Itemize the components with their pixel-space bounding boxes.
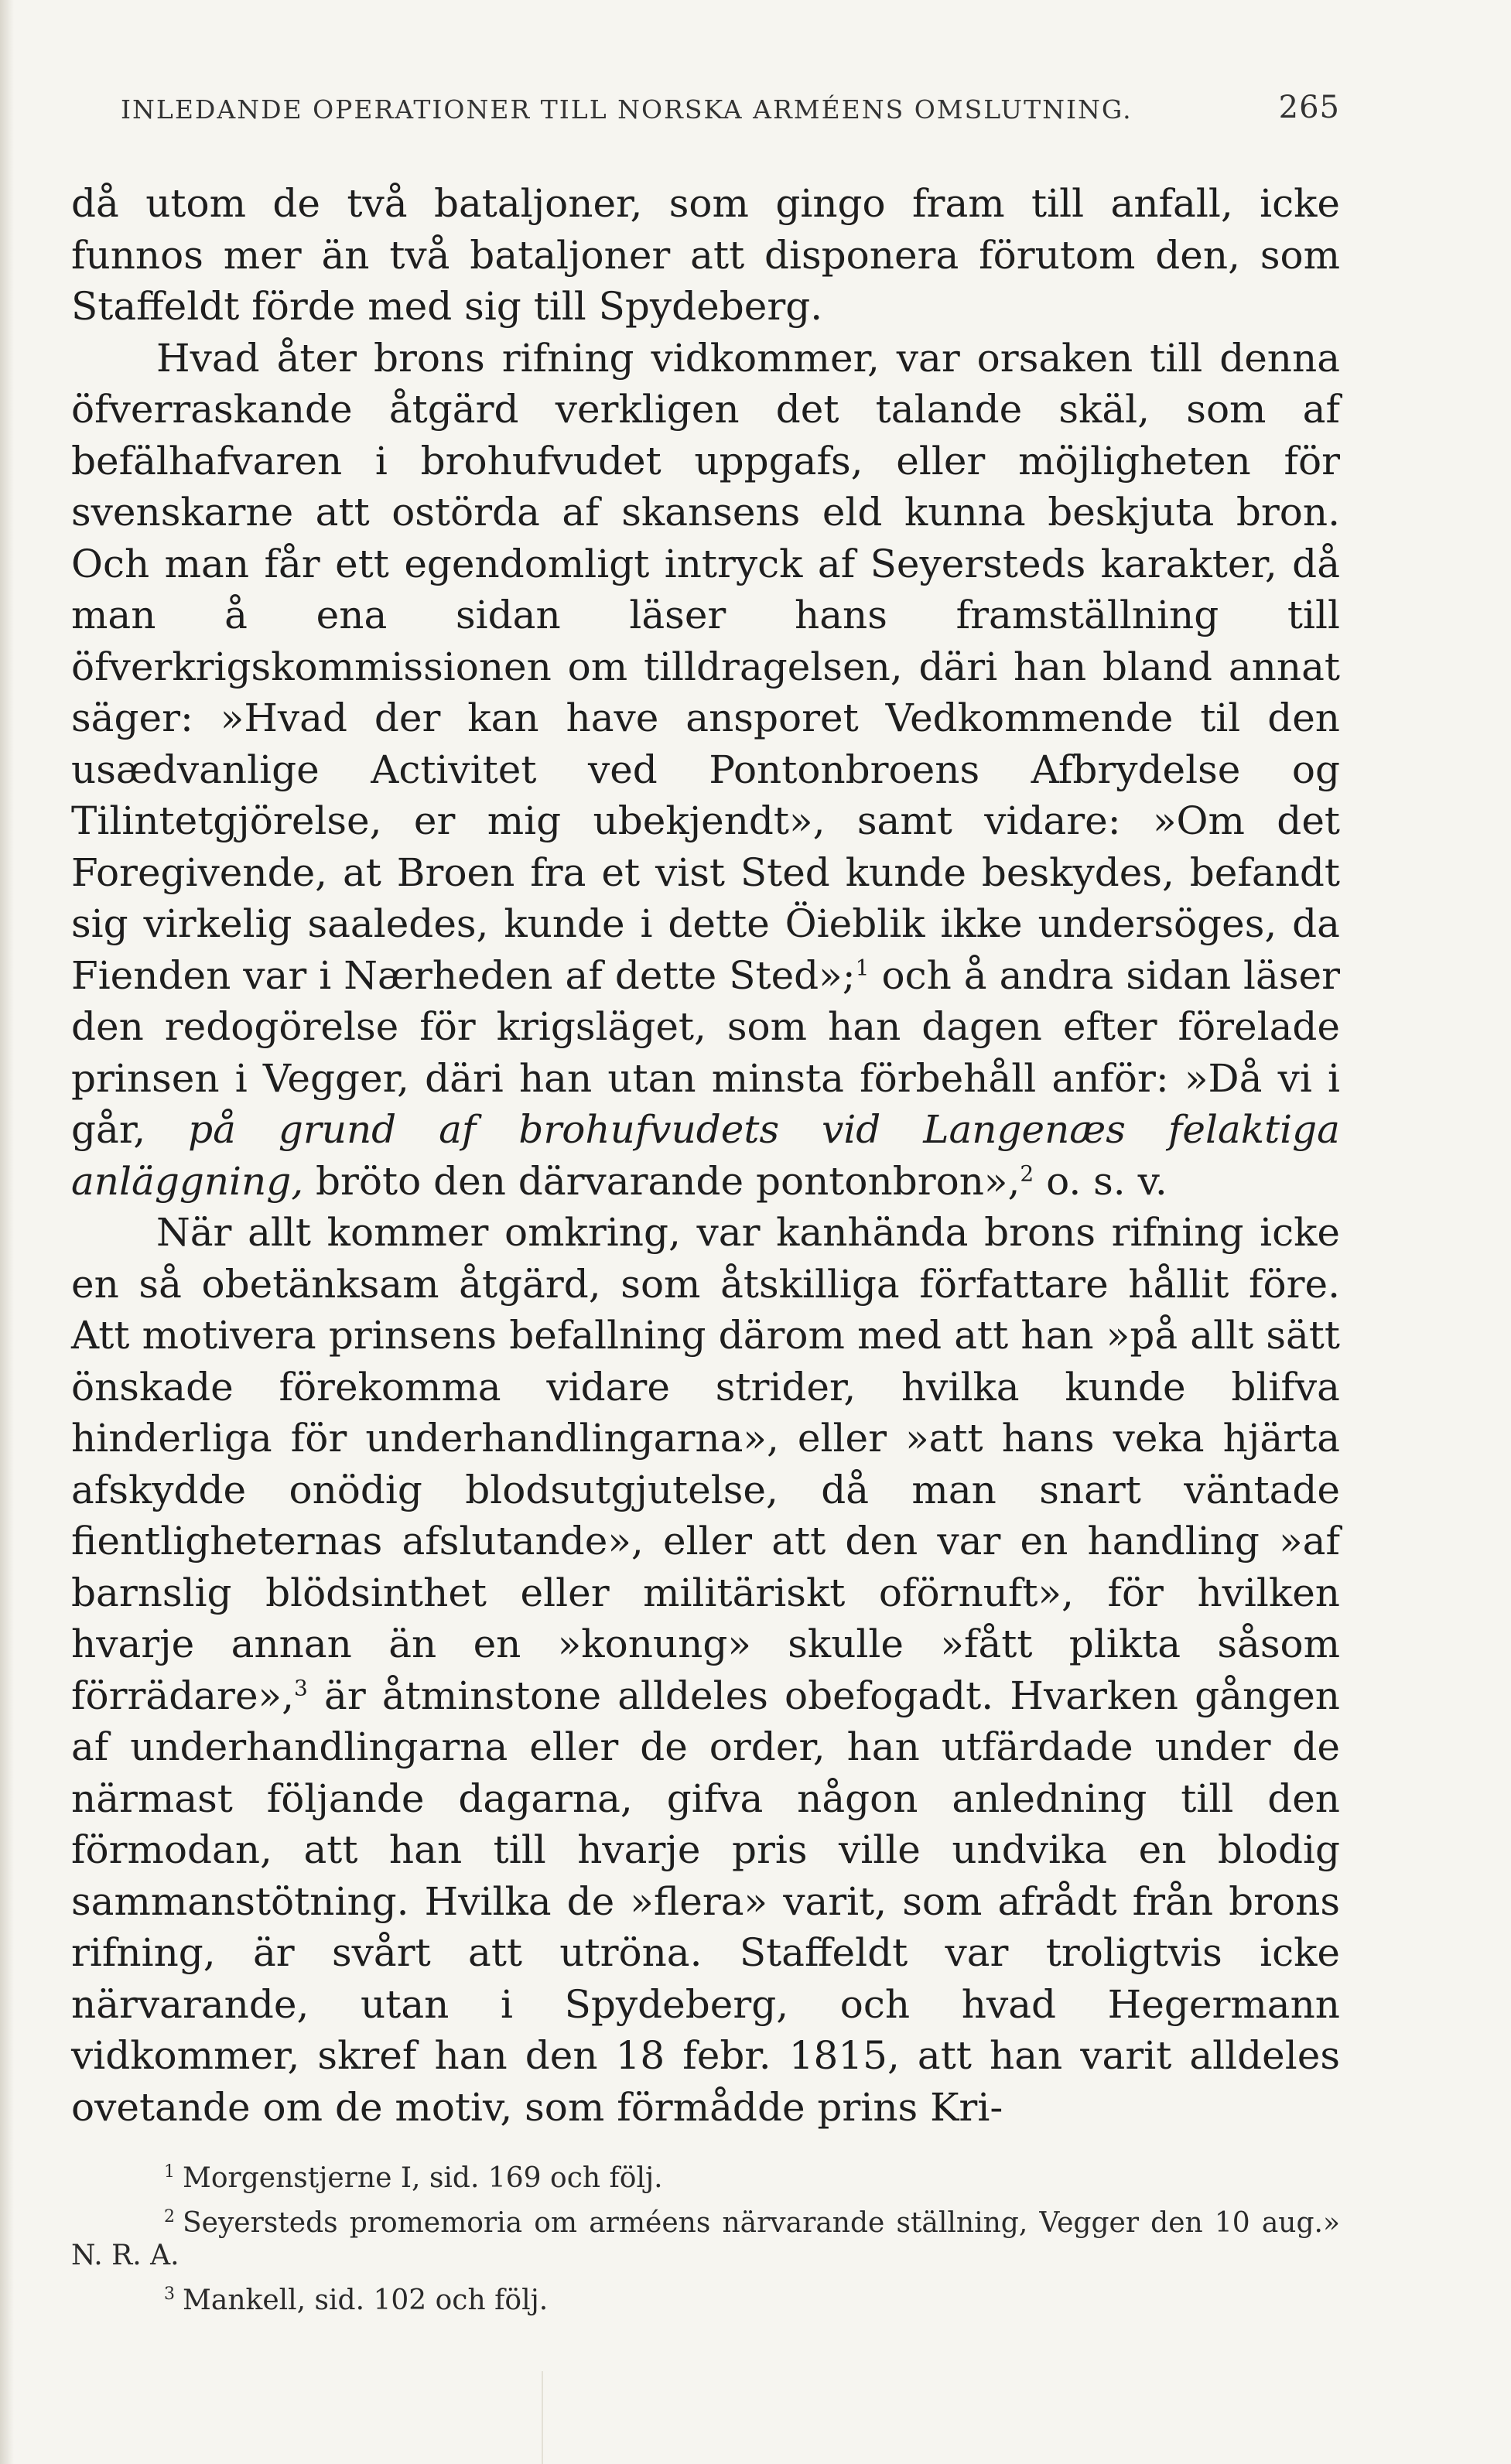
footnote-1 <box>71 2162 1340 2195</box>
page-fold-shadow <box>495 2371 543 2464</box>
paragraph-2-text-b: och å andra sidan läser den redogörelse för krigsläget, som han dagen efter förelade prinsen i Vegger, däri han utan minsta förbehåll anför: »Då vi i går, <box>71 952 1340 1152</box>
running-head-title: INLEDANDE OPERATIONER TILL NORSKA ARMÉENS OMSLUTNING. <box>121 94 1133 125</box>
footnote-ref-3: 3 <box>294 1674 308 1700</box>
running-head <box>71 85 1340 147</box>
page-number: 265 <box>1278 90 1340 125</box>
footnote-2 <box>71 2207 1340 2272</box>
footnote-1-mark: 1 <box>164 2162 175 2182</box>
footnote-3 <box>71 2285 1340 2317</box>
paragraph-2-text-c: bröto den därvarande pontonbron», <box>303 1158 1020 1204</box>
footnote-ref-1: 1 <box>855 954 870 980</box>
book-page <box>71 85 1340 2329</box>
paragraph-2-text-d: o. s. v. <box>1034 1158 1167 1204</box>
footnote-1-text: Morgenstjerne I, sid. 169 och följ. <box>183 2162 663 2194</box>
footnote-3-mark: 3 <box>164 2285 175 2304</box>
footnote-2-mark: 2 <box>164 2207 175 2226</box>
footnote-ref-2: 2 <box>1020 1160 1034 1186</box>
paragraph-3 <box>71 1207 1340 2133</box>
footnote-3-text: Mankell, sid. 102 och följ. <box>183 2285 549 2316</box>
footnotes <box>71 2162 1340 2317</box>
paragraph-3-text-a: När allt kommer omkring, var kanhända brons rifning icke en så obetänksam åtgärd, som åtskilliga författare hållit före. Att motivera prinsens befallning därom med att han »på allt sätt önskade förekomma vidare strider, hvilka kunde blifva hinderliga för underhandlingarna», eller »att hans veka hjärta afskydde onödig blodsutgjutelse, då man snart väntade fientligheternas afslutande», eller att den var en handling »af barnslig blödsinthet eller militäriskt oförnuft», för hvilken hvarje annan än en »konung» skulle »fått plikta såsom förrädare», <box>71 1210 1340 1718</box>
page-edge <box>0 0 14 2464</box>
paragraph-1: då utom de två bataljoner, som gingo fram till anfall, icke funnos mer än två bataljoner att disponera förutom den, som Staffeldt förde med sig till Spydeberg. <box>71 181 1340 329</box>
paragraph-2-text-a: Hvad åter brons rifning vidkommer, var orsaken till denna öfverraskande åtgärd verkligen det talande skäl, som af befälhafvaren i brohufvudet uppgafs, eller möjligheten för svenskarne att ostörda af skansens eld kunna beskjuta bron. Och man får ett egendomligt intryck af Seyersteds karakter, då man å ena sidan läser hans framställning till öfverkrigskommissionen om tilldragelsen, däri han bland annat säger: »Hvad der kan have ansporet Vedkommende til den usædvanlige Activitet ved Pontonbroens Afbrydelse og Tilintetgjörelse, er mig ubekjendt», samt vidare: »Om det Foregivende, at Broen fra et vist Sted kunde beskydes, befandt sig virkelig saaledes, kunde i dette Öieblik ikke undersöges, da Fienden var i Nærheden af dette Sted»; <box>71 335 1340 998</box>
paragraph-2 <box>71 333 1340 1208</box>
footnote-2-text: Seyersteds promemoria om arméens närvarande ställning, Vegger den 10 aug.» N. R. A. <box>71 2207 1340 2271</box>
body-text <box>71 178 1340 2133</box>
paragraph-2-emphasis: på grund af brohufvudets vid Langenæs felaktiga anläggning, <box>71 1107 1340 1204</box>
paragraph-3-text-b: är åtminstone alldeles obefogadt. Hvarken gången af underhandlingarna eller de order, han utfärdade under de närmast följande dagarna, gifva någon anledning till den förmodan, att han till hvarje pris ville undvika en blodig sammanstötning. Hvilka de »flera» varit, som afrådt från brons rifning, är svårt att utröna. Staffeldt var troligtvis icke närvarande, utan i Spydeberg, och hvad Hegermann vidkommer, skref han den 18 febr. 1815, att han varit alldeles ovetande om de motiv, som förmådde prins Kri- <box>71 1673 1340 2130</box>
